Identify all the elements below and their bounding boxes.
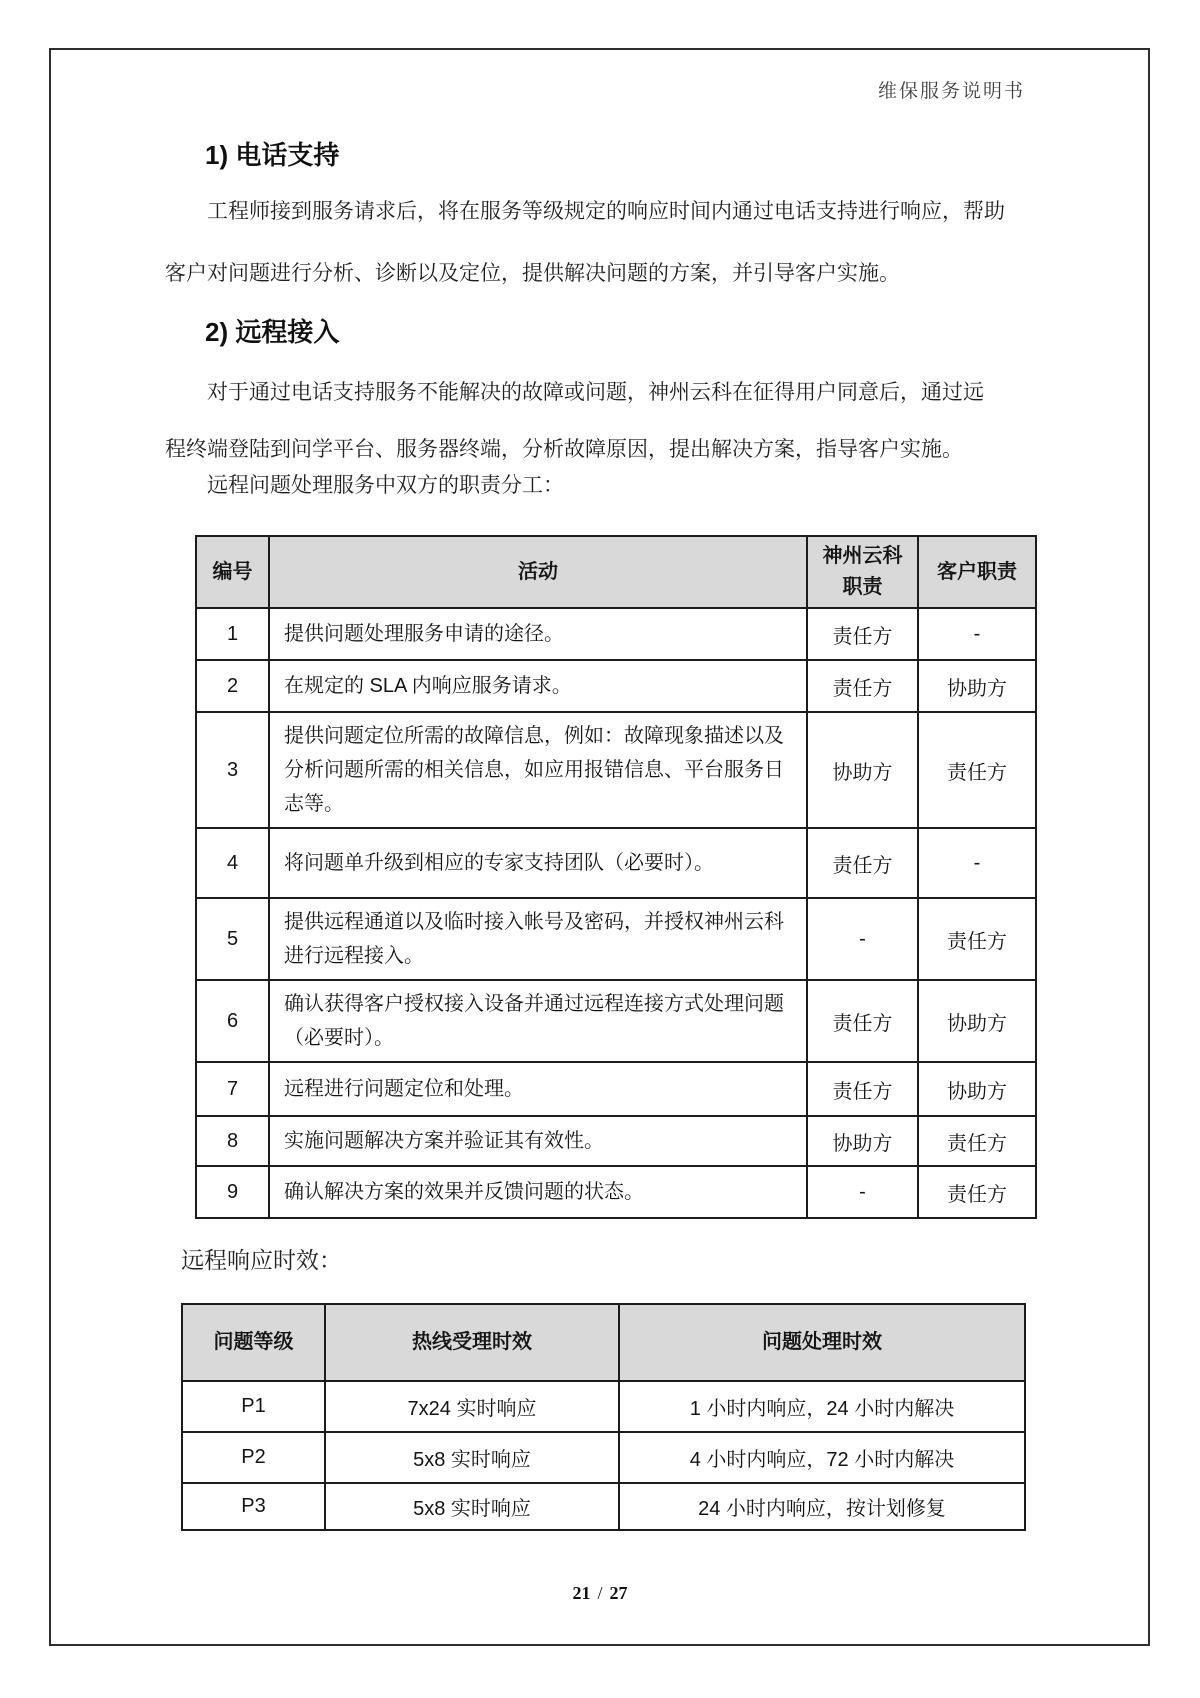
cell-activity: 提供远程通道以及临时接入帐号及密码，并授权神州云科进行远程接入。 <box>269 898 807 980</box>
header-cell-level: 问题等级 <box>182 1304 325 1381</box>
table-row <box>196 660 1036 712</box>
cell-hotline: 5x8 实时响应 <box>325 1432 619 1483</box>
page-number-current: 21 <box>572 1583 591 1603</box>
table-row <box>196 1116 1036 1166</box>
cell-handling: 24 小时内响应，按计划修复 <box>619 1483 1025 1530</box>
cell-no: 2 <box>196 660 269 712</box>
response-time-table <box>181 1303 1026 1531</box>
header-cell-activity: 活动 <box>269 536 807 608</box>
table-row <box>196 980 1036 1062</box>
paragraph-line: 对于通过电话支持服务不能解决的故障或问题，神州云科在征得用户同意后，通过远 <box>207 381 984 404</box>
cell-customer-role: 责任方 <box>918 898 1036 980</box>
responsibility-table <box>195 535 1037 1219</box>
cell-customer-role: 协助方 <box>918 1062 1036 1116</box>
table-header-row <box>182 1304 1025 1381</box>
cell-activity: 远程进行问题定位和处理。 <box>269 1062 807 1116</box>
cell-customer-role: 协助方 <box>918 660 1036 712</box>
header-cell-vendor-role <box>807 536 918 608</box>
table-row <box>196 828 1036 898</box>
cell-no: 7 <box>196 1062 269 1116</box>
cell-no: 5 <box>196 898 269 980</box>
cell-handling: 1 小时内响应，24 小时内解决 <box>619 1381 1025 1432</box>
cell-no: 1 <box>196 608 269 660</box>
cell-vendor-role: 协助方 <box>807 712 918 828</box>
cell-handling: 4 小时内响应，72 小时内解决 <box>619 1432 1025 1483</box>
cell-customer-role: - <box>918 828 1036 898</box>
page-content <box>165 0 1035 1531</box>
section-1-heading: 1) 电话支持 <box>205 140 340 170</box>
cell-level: P3 <box>182 1483 325 1530</box>
cell-no: 6 <box>196 980 269 1062</box>
header-cell-no: 编号 <box>196 536 269 608</box>
cell-vendor-role: - <box>807 1166 918 1218</box>
page-number <box>0 1583 1200 1604</box>
paragraph-line: 工程师接到服务请求后，将在服务等级规定的响应时间内通过电话支持进行响应，帮助 <box>207 200 1005 223</box>
cell-no: 8 <box>196 1116 269 1166</box>
cell-vendor-role: - <box>807 898 918 980</box>
table-header-row <box>196 536 1036 608</box>
section-2-paragraph <box>165 364 1035 478</box>
header-cell-hotline: 热线受理时效 <box>325 1304 619 1381</box>
cell-activity: 将问题单升级到相应的专家支持团队（必要时）。 <box>269 828 807 898</box>
cell-hotline: 5x8 实时响应 <box>325 1483 619 1530</box>
header-cell-customer-role: 客户职责 <box>918 536 1036 608</box>
paragraph-line: 客户对问题进行分析、诊断以及定位，提供解决问题的方案，并引导客户实施。 <box>165 262 900 285</box>
cell-vendor-role: 协助方 <box>807 1116 918 1166</box>
cell-activity: 实施问题解决方案并验证其有效性。 <box>269 1116 807 1166</box>
cell-level: P2 <box>182 1432 325 1483</box>
doc-header-title: 维保服务说明书 <box>877 81 1025 102</box>
responsibility-table-intro: 远程问题处理服务中双方的职责分工： <box>207 474 564 497</box>
table-row <box>182 1381 1025 1432</box>
section-2-heading: 2) 远程接入 <box>205 317 340 347</box>
cell-no: 3 <box>196 712 269 828</box>
cell-activity: 提供问题处理服务申请的途径。 <box>269 608 807 660</box>
table-row <box>196 1062 1036 1116</box>
page-number-total: 27 <box>609 1583 628 1603</box>
table-row <box>196 712 1036 828</box>
cell-customer-role: 责任方 <box>918 712 1036 828</box>
cell-activity: 确认解决方案的效果并反馈问题的状态。 <box>269 1166 807 1218</box>
header-line: 职责 <box>842 576 883 598</box>
header-line: 神州云科 <box>822 545 903 567</box>
cell-customer-role: - <box>918 608 1036 660</box>
cell-hotline: 7x24 实时响应 <box>325 1381 619 1432</box>
response-time-label: 远程响应时效： <box>181 1247 342 1273</box>
cell-activity: 确认获得客户授权接入设备并通过远程连接方式处理问题（必要时）。 <box>269 980 807 1062</box>
cell-customer-role: 责任方 <box>918 1116 1036 1166</box>
table-row <box>196 898 1036 980</box>
paragraph-line: 程终端登陆到问学平台、服务器终端，分析故障原因，提出解决方案，指导客户实施。 <box>165 438 963 461</box>
cell-vendor-role: 责任方 <box>807 1062 918 1116</box>
header-cell-handling: 问题处理时效 <box>619 1304 1025 1381</box>
section-1-paragraph <box>165 181 1035 305</box>
table-row <box>182 1483 1025 1530</box>
cell-customer-role: 协助方 <box>918 980 1036 1062</box>
cell-activity: 在规定的 SLA 内响应服务请求。 <box>269 660 807 712</box>
table-row <box>196 608 1036 660</box>
cell-vendor-role: 责任方 <box>807 828 918 898</box>
cell-vendor-role: 责任方 <box>807 980 918 1062</box>
table-row <box>182 1432 1025 1483</box>
cell-no: 4 <box>196 828 269 898</box>
cell-vendor-role: 责任方 <box>807 660 918 712</box>
table-row <box>196 1166 1036 1218</box>
cell-customer-role: 责任方 <box>918 1166 1036 1218</box>
cell-no: 9 <box>196 1166 269 1218</box>
cell-activity: 提供问题定位所需的故障信息，例如：故障现象描述以及分析问题所需的相关信息，如应用报错信息、平台服务日志等。 <box>269 712 807 828</box>
cell-level: P1 <box>182 1381 325 1432</box>
page-number-separator: / <box>597 1583 603 1603</box>
cell-vendor-role: 责任方 <box>807 608 918 660</box>
